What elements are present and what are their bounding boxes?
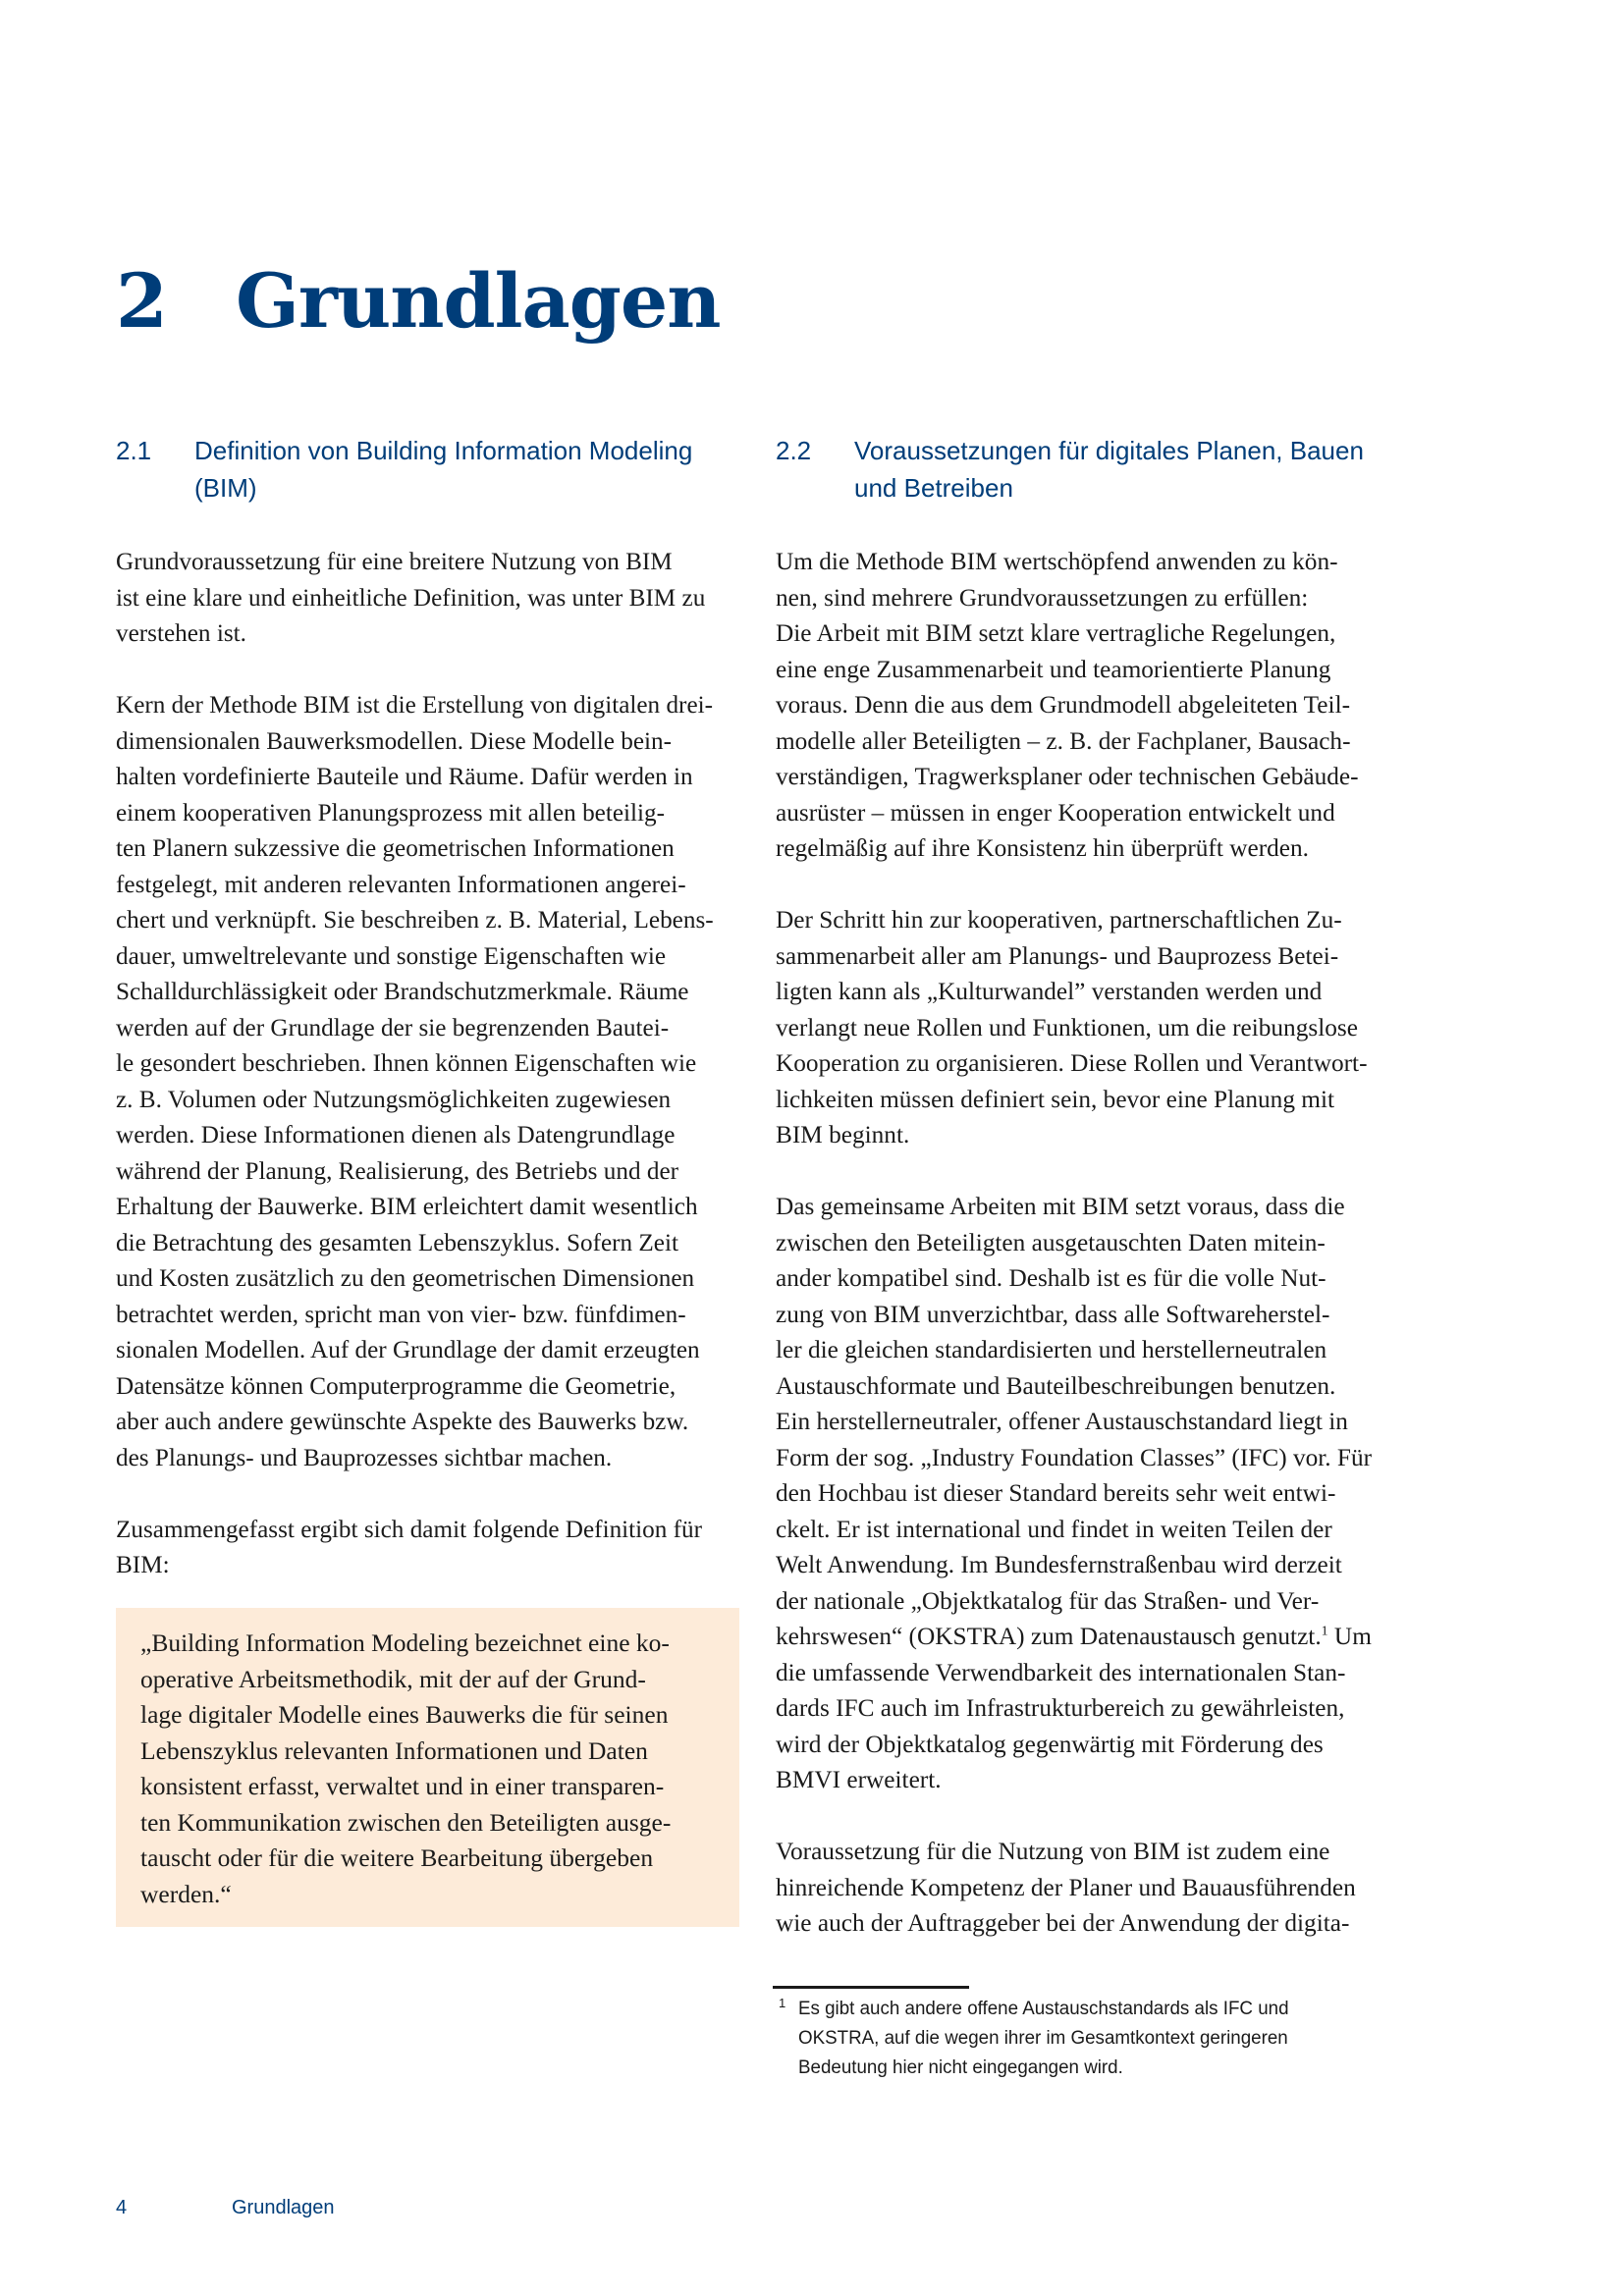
text-line: wie auch der Auftraggeber bei der Anwendung der digita- — [776, 1908, 1350, 1937]
text-line: lage digitaler Modelle eines Bauwerks die für seinen — [140, 1700, 669, 1729]
text-line: ten Planern sukzessive die geometrischen Informationen — [116, 833, 675, 862]
paragraph — [116, 1512, 744, 1583]
text-line: betrachtet werden, spricht man von vier- bzw. fünfdimen- — [116, 1299, 686, 1328]
text-line: kehrswesen“ (OKSTRA) zum Datenaustausch genutzt.$^1$ Um — [776, 1622, 1372, 1650]
text-line: „Building Information Modeling bezeichnet eine ko- — [140, 1629, 670, 1657]
paragraph — [116, 687, 744, 1475]
text-line: die Betrachtung des gesamten Lebenszyklus. Sofern Zeit — [116, 1227, 678, 1256]
text-line: aber auch andere gewünschte Aspekte des Bauwerks bzw. — [116, 1407, 689, 1435]
text-line: halten vordefinierte Bauteile und Räume. Dafür werden in — [116, 762, 693, 790]
page-number: 4 — [116, 2197, 128, 2218]
text-line: Voraussetzung für die Nutzung von BIM ist zudem eine — [776, 1837, 1330, 1865]
text-line: der nationale „Objektkatalog für das Straßen- und Ver- — [776, 1585, 1320, 1615]
text-line: Welt Anwendung. Im Bundesfernstraßenbau wird derzeit — [776, 1550, 1342, 1578]
text-line: dards IFC auch im Infrastrukturbereich zu gewährleisten, — [776, 1693, 1345, 1722]
section-2-1 — [116, 432, 744, 1619]
definition-quote-box — [116, 1608, 739, 1927]
text-line: dauer, umweltrelevante und sonstige Eigenschaften wie — [116, 940, 667, 970]
text-line: zung von BIM unverzichtbar, dass alle Softwareherstel- — [776, 1299, 1330, 1328]
text-line: festgelegt, mit anderen relevanten Informationen angerei- — [116, 869, 686, 898]
text-line: nen, sind mehrere Grundvoraussetzungen zu erfüllen: — [776, 582, 1309, 612]
text-line: ausrüster – müssen in enger Kooperation entwickelt und — [776, 797, 1335, 827]
text-line: die umfassende Verwendbarkeit des internationalen Stan- — [776, 1657, 1346, 1686]
text-line: BIM: — [116, 1550, 170, 1578]
text-line: sionalen Modellen. Auf der Grundlage der damit erzeugten — [116, 1335, 700, 1363]
text-line: Schalldurchlässigkeit oder Brandschutzmerkmale. Räume — [116, 977, 689, 1005]
text-line: Bedeutung hier nicht eingegangen wird. — [798, 2057, 1123, 2078]
text-line: werden.“ — [140, 1879, 232, 1908]
text-line: regelmäßig auf ihre Konsistenz hin überprüft werden. — [776, 833, 1309, 862]
text-line: ligten kann als „Kulturwandel” verstanden werden und — [776, 977, 1323, 1005]
chapter-number: 2 — [116, 257, 167, 345]
section-body — [116, 544, 744, 1583]
text-line: z. B. Volumen oder Nutzungsmöglichkeiten zugewiesen — [116, 1084, 672, 1113]
section-number: 2.2 — [776, 436, 812, 465]
text-line: Form der sog. „Industry Foundation Classes” (IFC) vor. Für — [776, 1442, 1373, 1471]
text-line: le gesondert beschrieben. Ihnen können Eigenschaften wie — [116, 1048, 697, 1077]
text-line: Kooperation zu organisieren. Diese Rollen und Verantwort- — [776, 1048, 1368, 1077]
section-number: 2.1 — [116, 436, 152, 465]
section-heading — [776, 432, 1404, 507]
text-line: während der Planung, Realisierung, des Betriebs und der — [116, 1155, 679, 1185]
text-line: werden. Diese Informationen dienen als Datengrundlage — [116, 1120, 676, 1148]
section-title-line: Voraussetzungen für digitales Planen, Bauen — [854, 436, 1364, 465]
text-line: des Planungs- und Bauprozesses sichtbar machen. — [116, 1442, 613, 1471]
text-line: Die Arbeit mit BIM setzt klare vertragliche Regelungen, — [776, 618, 1336, 647]
text-line: verlangt neue Rollen und Funktionen, um die reibungslose — [776, 1012, 1358, 1041]
chapter-heading — [116, 247, 720, 355]
text-line: verstehen ist. — [116, 618, 246, 647]
text-line: Es gibt auch andere offene Austauschstandards als IFC und — [798, 1999, 1289, 2019]
text-line: sammenarbeit aller am Planungs- und Bauprozess Betei- — [776, 940, 1339, 970]
text-line: chert und verknüpft. Sie beschreiben z. B. Material, Lebens- — [116, 905, 714, 934]
text-line: Austauschformate und Bauteilbeschreibungen benutzen. — [776, 1370, 1336, 1400]
text-line: verständigen, Tragwerksplaner oder technischen Gebäude- — [776, 762, 1359, 790]
text-line: einem kooperativen Planungsprozess mit allen beteilig- — [116, 797, 666, 827]
text-line: ander kompatibel sind. Deshalb ist es für die volle Nut- — [776, 1263, 1326, 1292]
text-line: dimensionalen Bauwerksmodellen. Diese Modelle bein- — [116, 725, 673, 755]
text-line: BIM beginnt. — [776, 1120, 910, 1148]
section-title-line: (BIM) — [194, 473, 257, 503]
text-line: konsistent erfasst, verwaltet und in einer transparen- — [140, 1772, 665, 1800]
text-line: Zusammengefasst ergibt sich damit folgende Definition für — [116, 1514, 703, 1543]
text-line: den Hochbau ist dieser Standard bereits sehr weit entwi- — [776, 1478, 1336, 1507]
footnote-reference[interactable]: 1 — [1321, 1624, 1328, 1639]
text-line: Lebenszyklus relevanten Informationen und Daten — [140, 1735, 648, 1765]
running-title: Grundlagen — [232, 2197, 335, 2218]
text-line: Um die Methode BIM wertschöpfend anwenden zu kön- — [776, 547, 1338, 575]
definition-quote — [140, 1626, 715, 1912]
text-line: hinreichende Kompetenz der Planer und Bauausführenden — [776, 1872, 1356, 1901]
footnote — [776, 1995, 1384, 2083]
text-line: voraus. Denn die aus dem Grundmodell abgeleiteten Teil- — [776, 690, 1351, 719]
footnote-number: 1 — [779, 1996, 786, 2010]
text-line: Grundvoraussetzung für eine breitere Nutzung von BIM — [116, 547, 673, 575]
footnote-divider — [773, 1986, 969, 1989]
text-fragment: Um — [1327, 1622, 1372, 1650]
text-line: BMVI erweitert. — [776, 1765, 942, 1793]
text-line: ler die gleichen standardisierten und herstellerneutralen — [776, 1335, 1327, 1363]
paragraph — [776, 544, 1404, 867]
paragraph — [116, 544, 744, 652]
text-line: werden auf der Grundlage der sie begrenzenden Bautei- — [116, 1012, 670, 1041]
text-line: OKSTRA, auf die wegen ihrer im Gesamtkontext geringeren — [798, 2028, 1288, 2049]
section-heading — [116, 432, 744, 507]
paragraph — [776, 902, 1404, 1153]
text-line: lichkeiten müssen definiert sein, bevor eine Planung mit — [776, 1084, 1335, 1113]
section-body — [776, 544, 1404, 1942]
text-line: modelle aller Beteiligten – z. B. der Fachplaner, Bausach- — [776, 725, 1351, 755]
text-line: operative Arbeitsmethodik, mit der auf der Grund- — [140, 1664, 646, 1693]
section-title-line: und Betreiben — [854, 473, 1013, 503]
text-line: tauscht oder für die weitere Bearbeitung übergeben — [140, 1843, 654, 1872]
paragraph — [776, 1834, 1404, 1942]
text-line: und Kosten zusätzlich zu den geometrischen Dimensionen — [116, 1263, 695, 1292]
text-line: Der Schritt hin zur kooperativen, partnerschaftlichen Zu- — [776, 905, 1342, 934]
text-line: Das gemeinsame Arbeiten mit BIM setzt voraus, dass die — [776, 1192, 1345, 1220]
section-title-line: Definition von Building Information Modeling — [194, 436, 693, 465]
text-line: Erhaltung der Bauwerke. BIM erleichtert damit wesentlich — [116, 1192, 698, 1220]
text-line: zwischen den Beteiligten ausgetauschten Daten mitein- — [776, 1227, 1326, 1256]
text-line: Ein herstellerneutraler, offener Austauschstandard liegt in — [776, 1407, 1348, 1435]
paragraph — [776, 1189, 1404, 1798]
text-line: ist eine klare und einheitliche Definition, was unter BIM zu — [116, 582, 706, 612]
footnote-text — [798, 1995, 1384, 2083]
text-line: ten Kommunikation zwischen den Beteiligten ausge- — [140, 1807, 672, 1837]
text-line: eine enge Zusammenarbeit und teamorientierte Planung — [776, 654, 1331, 683]
chapter-title: Grundlagen — [236, 257, 721, 345]
section-2-2 — [776, 432, 1404, 1977]
text-line: ckelt. Er ist international und findet in weiten Teilen der — [776, 1514, 1332, 1543]
text-line: Kern der Methode BIM ist die Erstellung von digitalen drei- — [116, 690, 714, 719]
text-line: wird der Objektkatalog gegenwärtig mit Förderung des — [776, 1729, 1324, 1758]
text-line: Datensätze können Computerprogramme die Geometrie, — [116, 1370, 677, 1400]
